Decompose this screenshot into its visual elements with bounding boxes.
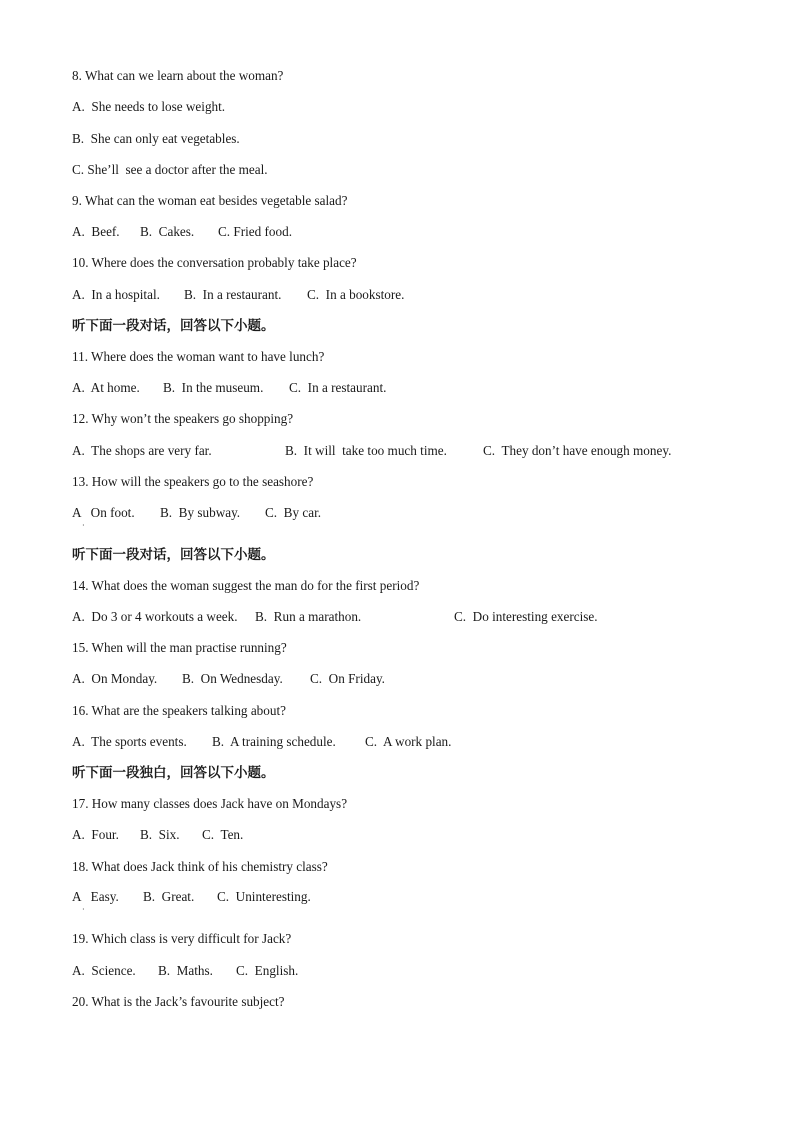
question-15: 15. When will the man practise running?	[72, 640, 287, 655]
option-12b: B. It will take too much time.	[285, 443, 447, 458]
section-heading-dialogue-1: 听下面一段对话，回答以下小题。	[72, 318, 275, 334]
option-10c: C. In a bookstore.	[307, 287, 405, 302]
question-8: 8. What can we learn about the woman?	[72, 68, 284, 83]
option-10a: A. In a hospital.	[72, 287, 160, 302]
option-12a: A. The shops are very far.	[72, 443, 212, 458]
option-11b: B. In the museum.	[163, 380, 264, 395]
question-16: 16. What are the speakers talking about?	[72, 703, 286, 718]
section-heading-dialogue-2: 听下面一段对话，回答以下小题。	[72, 547, 275, 563]
question-17: 17. How many classes does Jack have on Mondays?	[72, 796, 348, 811]
option-10b: B. In a restaurant.	[184, 287, 282, 302]
option-9b: B. Cakes.	[140, 224, 195, 239]
option-9a: A. Beef.	[72, 224, 120, 239]
question-18: 18. What does Jack think of his chemistry class?	[72, 859, 328, 874]
option-17b: B. Six.	[140, 827, 180, 842]
option-14b: B. Run a marathon.	[255, 609, 362, 624]
option-16c: C. A work plan.	[365, 734, 452, 749]
question-13: 13. How will the speakers go to the seashore?	[72, 474, 314, 489]
option-18c: C. Uninteresting.	[217, 889, 311, 904]
option-14c: C. Do interesting exercise.	[454, 609, 598, 624]
option-16a: A. The sports events.	[72, 734, 187, 749]
option-19a: A. Science.	[72, 963, 136, 978]
option-13b: B. By subway.	[160, 505, 241, 520]
option-15b: B. On Wednesday.	[182, 671, 283, 686]
option-8b: B. She can only eat vegetables.	[72, 131, 240, 146]
question-10: 10. Where does the conversation probably take place?	[72, 255, 357, 270]
stray-dot: ·	[82, 521, 85, 530]
option-8a: A. She needs to lose weight.	[72, 99, 226, 114]
option-9c: C. Fried food.	[218, 224, 292, 239]
option-16b: B. A training schedule.	[212, 734, 336, 749]
question-9: 9. What can the woman eat besides vegetable salad?	[72, 193, 348, 208]
option-15c: C. On Friday.	[310, 671, 385, 686]
option-18b: B. Great.	[143, 889, 195, 904]
option-19b: B. Maths.	[158, 963, 213, 978]
option-13c: C. By car.	[265, 505, 322, 520]
stray-dot: ·	[82, 905, 85, 914]
option-11c: C. In a restaurant.	[289, 380, 387, 395]
question-12: 12. Why won’t the speakers go shopping?	[72, 411, 294, 426]
option-11a: A. At home.	[72, 380, 140, 395]
option-17a: A. Four.	[72, 827, 119, 842]
option-8c: C. She’ll see a doctor after the meal.	[72, 162, 268, 177]
question-11: 11. Where does the woman want to have lunch?	[72, 349, 325, 364]
option-15a: A. On Monday.	[72, 671, 158, 686]
option-12c: C. They don’t have enough money.	[483, 443, 672, 458]
question-20: 20. What is the Jack’s favourite subject?	[72, 994, 285, 1009]
option-13a: A On foot.	[72, 505, 135, 520]
question-19: 19. Which class is very difficult for Jack?	[72, 931, 292, 946]
option-17c: C. Ten.	[202, 827, 244, 842]
question-14: 14. What does the woman suggest the man do for the first period?	[72, 578, 420, 593]
option-14a: A. Do 3 or 4 workouts a week.	[72, 609, 238, 624]
option-18a: A Easy.	[72, 889, 119, 904]
option-19c: C. English.	[236, 963, 299, 978]
section-heading-monologue: 听下面一段独白，回答以下小题。	[72, 765, 275, 781]
